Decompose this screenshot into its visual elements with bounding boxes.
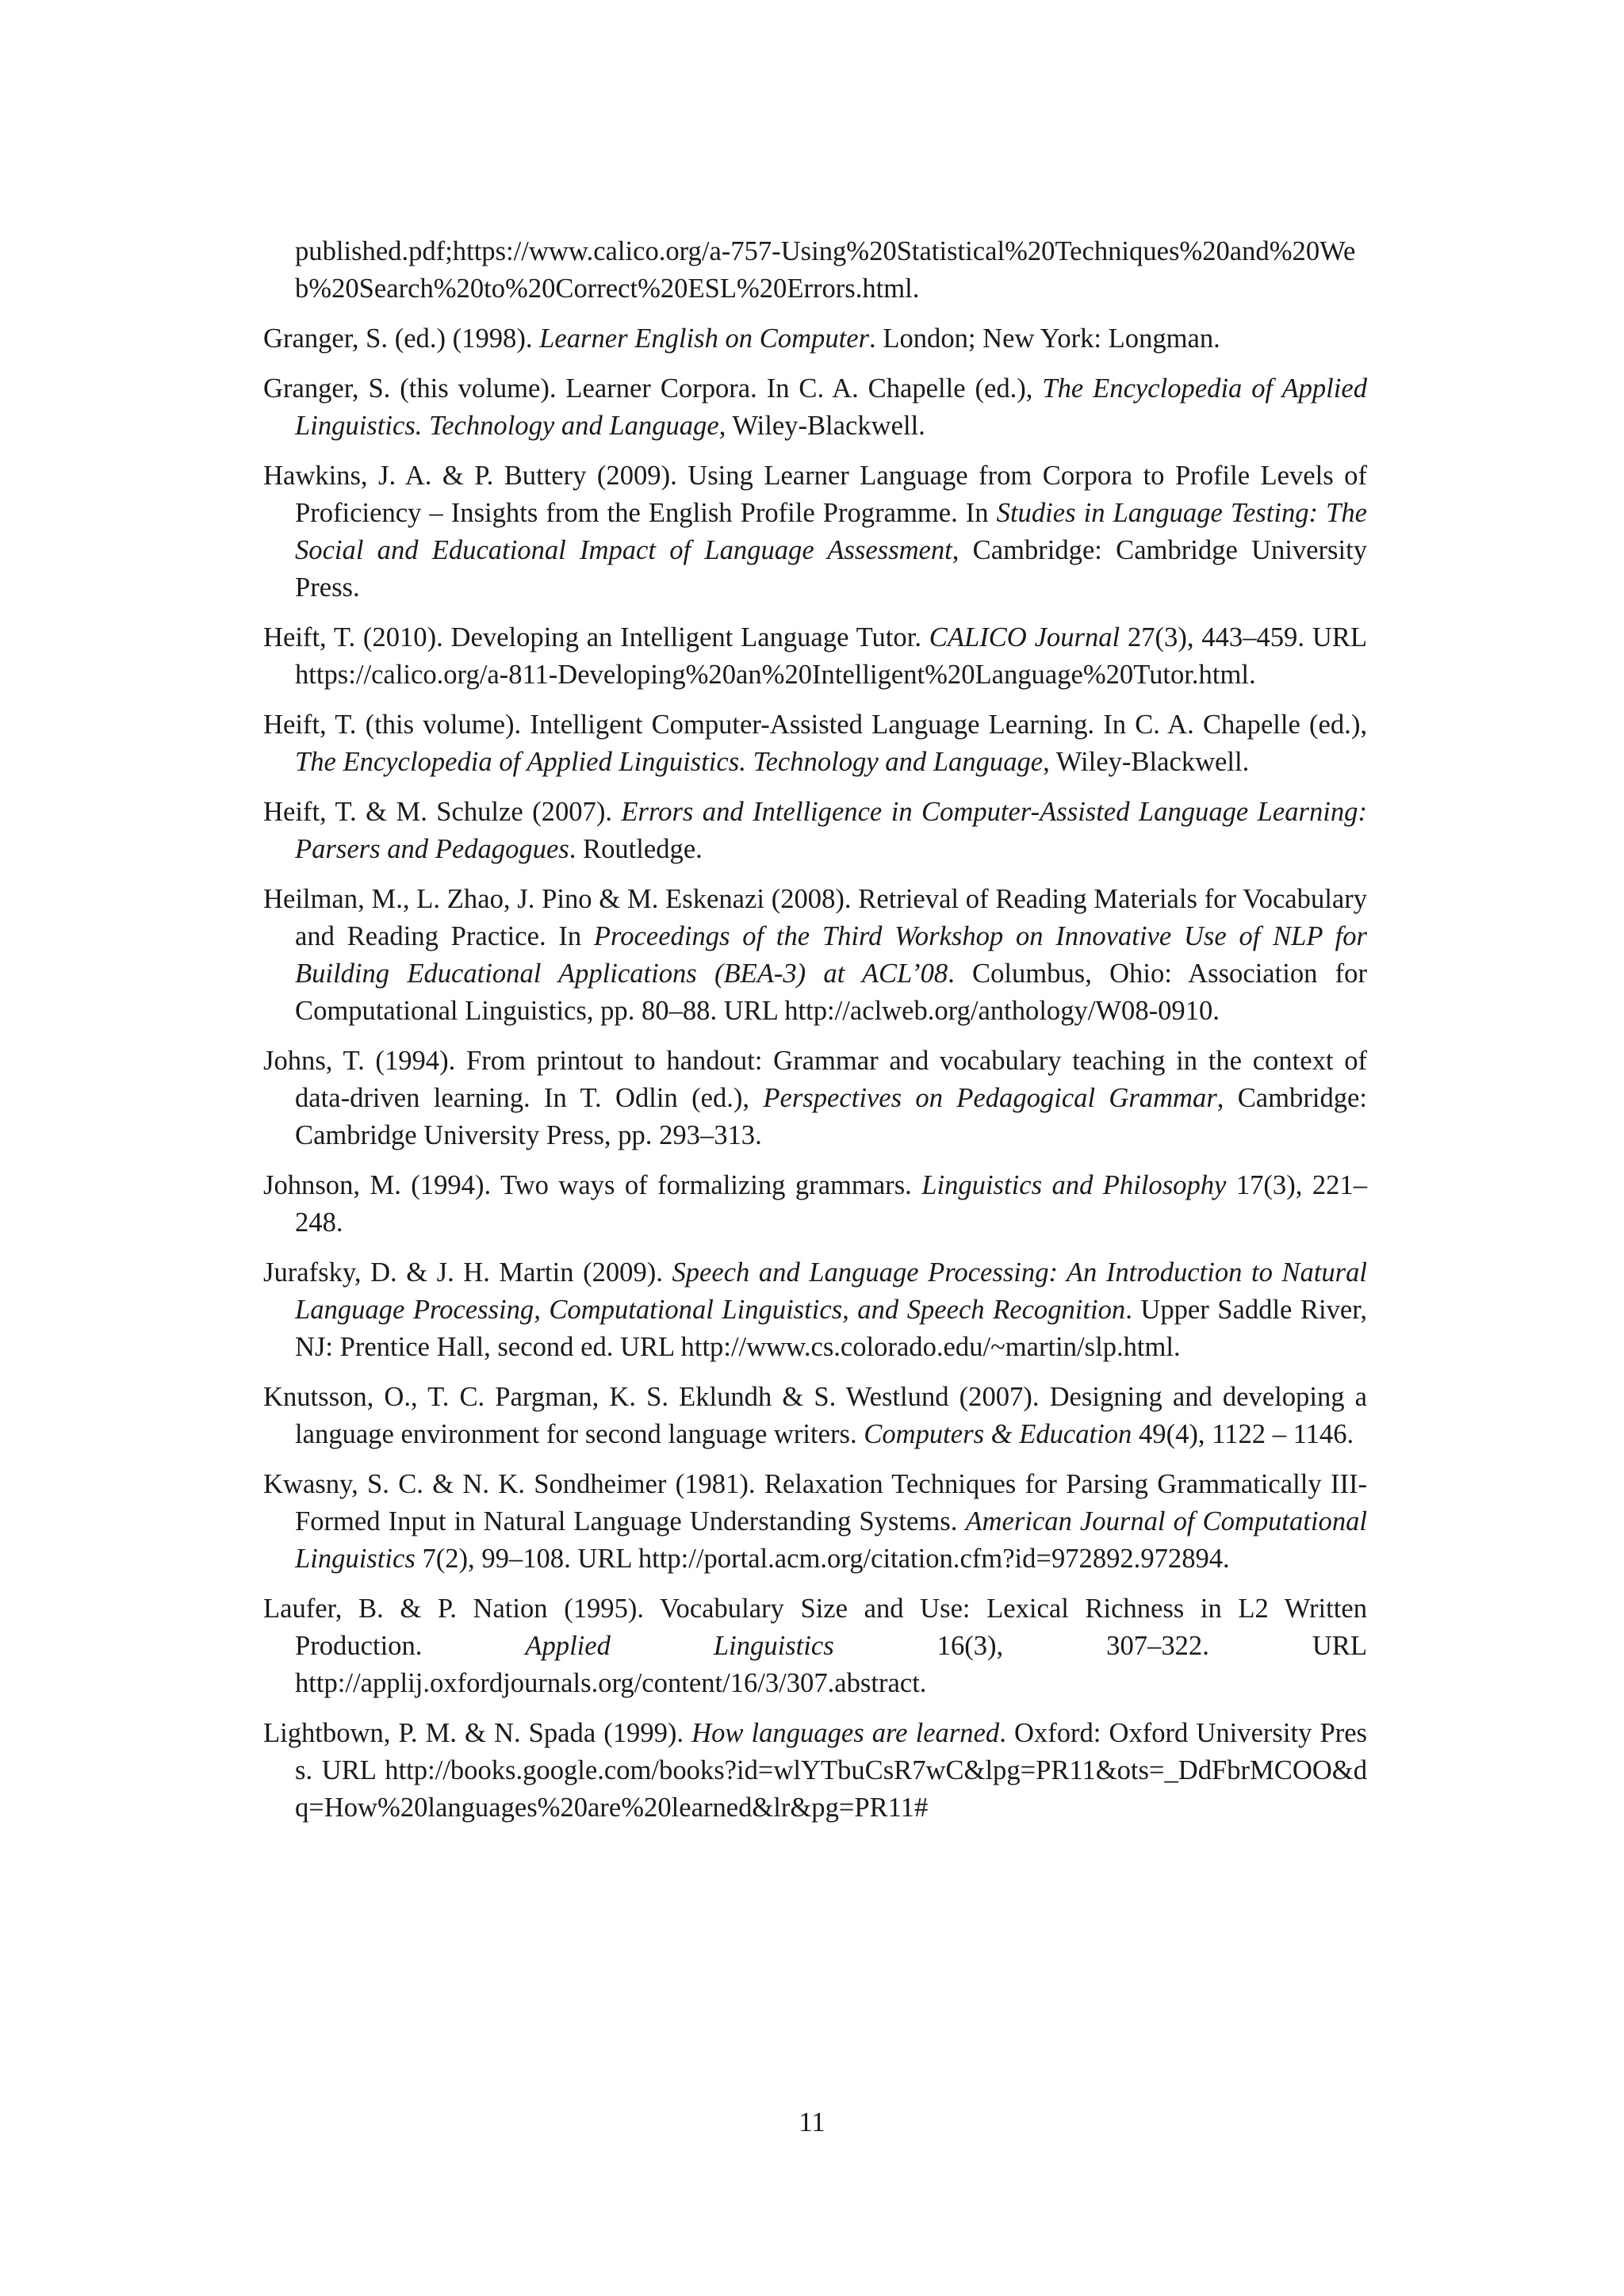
reference-title: Applied Linguistics bbox=[525, 1631, 834, 1661]
reference-title: Proceedings of the Third Workshop on Innovative Use of NLP for Building Educational Applications (BEA-3) at ACL’08 bbox=[295, 921, 1367, 989]
reference-entry: Lightbown, P. M. & N. Spada (1999). How languages are learned. Oxford: Oxford University Press. URL http://books.google.com/books?id=wlYTbuCsR7wC&lpg=PR11&ots=_DdFbrMCOO&dq=How%20languages%20are%20learned&lr&pg=PR11# bbox=[263, 1718, 1368, 1823]
reference-entry: Kwasny, S. C. & N. K. Sondheimer (1981). Relaxation Techniques for Parsing Grammatically III-Formed Input in Natural Language Understanding Systems. American Journal of Computational Linguistics 7(2), 99–108. URL http://portal.acm.org/citation.cfm?id=972892.972894. bbox=[263, 1469, 1368, 1574]
reference-entry: Granger, S. (ed.) (1998). Learner English on Computer. London; New York: Longman. bbox=[263, 323, 1220, 354]
reference-title: Perspectives on Pedagogical Grammar bbox=[763, 1083, 1217, 1113]
reference-text: published.pdf;https://www.calico.org/a-757-Using%20Statistical%20Techniques%20and%20Web%20Search%20to%20Correct%20ESL%20Errors.html. bbox=[295, 236, 1356, 304]
reference-title: Linguistics and Philosophy bbox=[921, 1170, 1227, 1200]
reference-entry: Granger, S. (this volume). Learner Corpora. In C. A. Chapelle (ed.), The Encyclopedia of Applied Linguistics. Technology and Language, Wiley-Blackwell. bbox=[263, 373, 1368, 441]
reference-entry: Knutsson, O., T. C. Pargman, K. S. Eklundh & S. Westlund (2007). Designing and developing a language environment for second language writers. Computers & Education 49(4), 1122 – 1146. bbox=[263, 1382, 1367, 1449]
reference-entry bbox=[263, 233, 1367, 308]
reference-title: The Encyclopedia of Applied Linguistics. Technology and Language bbox=[295, 747, 1044, 777]
reference-title: CALICO Journal bbox=[929, 622, 1120, 652]
reference-entry: Laufer, B. & P. Nation (1995). Vocabulary Size and Use: Lexical Richness in L2 Written Production. Applied Linguistics 16(3), 307–322. URL http://applij.oxfordjournals.org/content/16/3/307.abstract. bbox=[263, 1594, 1367, 1698]
reference-entry: Heift, T. (2010). Developing an Intelligent Language Tutor. CALICO Journal 27(3), 443–459. URL https://calico.org/a-811-Developing%20an%20Intelligent%20Language%20Tutor.html. bbox=[263, 622, 1367, 690]
reference-title: American Journal of Computational Linguistics bbox=[295, 1506, 1368, 1574]
reference-title: Speech and Language Processing: An Introduction to Natural Language Processing, Computational Linguistics, and Speech Recognition bbox=[295, 1257, 1367, 1325]
reference-title: Learner English on Computer bbox=[539, 323, 870, 354]
reference-title: How languages are learned bbox=[691, 1718, 1000, 1748]
reference-title: Computers & Education bbox=[864, 1419, 1132, 1449]
reference-list bbox=[263, 233, 1367, 1839]
reference-title: Studies in Language Testing: The Social and Educational Impact of Language Assessment bbox=[295, 498, 1367, 565]
reference-entry: Heift, T. & M. Schulze (2007). Errors and Intelligence in Computer-Assisted Language Learning: Parsers and Pedagogues. Routledge. bbox=[263, 797, 1367, 864]
reference-entry: Johns, T. (1994). From printout to handout: Grammar and vocabulary teaching in the context of data-driven learning. In T. Odlin (ed.), Perspectives on Pedagogical Grammar, Cambridge: Cambridge University Press, pp. 293–313. bbox=[263, 1046, 1367, 1150]
reference-entry: Johnson, M. (1994). Two ways of formalizing grammars. Linguistics and Philosophy 17(3), 221–248. bbox=[263, 1170, 1367, 1238]
reference-entry: Jurafsky, D. & J. H. Martin (2009). Speech and Language Processing: An Introduction to Natural Language Processing, Computational Linguistics, and Speech Recognition. Upper Saddle River, NJ: Prentice Hall, second ed. URL http://www.cs.colorado.edu/~martin/slp.html. bbox=[263, 1257, 1367, 1362]
reference-title: Errors and Intelligence in Computer-Assisted Language Learning: Parsers and Pedagogues bbox=[295, 797, 1367, 864]
reference-entry: Heift, T. (this volume). Intelligent Computer-Assisted Language Learning. In C. A. Chapelle (ed.), The Encyclopedia of Applied Linguistics. Technology and Language, Wiley-Blackwell. bbox=[263, 710, 1367, 777]
reference-entry: Hawkins, J. A. & P. Buttery (2009). Using Learner Language from Corpora to Profile Levels of Proficiency – Insights from the English Profile Programme. In Studies in Language Testing: The Social and Educational Impact of Language Assessment, Cambridge: Cambridge University Press. bbox=[263, 461, 1367, 603]
reference-title: The Encyclopedia of Applied Linguistics. Technology and Language bbox=[295, 373, 1368, 441]
page-number: 11 bbox=[799, 2107, 825, 2137]
reference-entry: Heilman, M., L. Zhao, J. Pino & M. Eskenazi (2008). Retrieval of Reading Materials for Vocabulary and Reading Practice. In Proceedings of the Third Workshop on Innovative Use of NLP for Building Educational Applications (BEA-3) at ACL’08. Columbus, Ohio: Association for Computational Linguistics, pp. 80–88. URL http://aclweb.org/anthology/W08-0910. bbox=[263, 884, 1367, 1026]
